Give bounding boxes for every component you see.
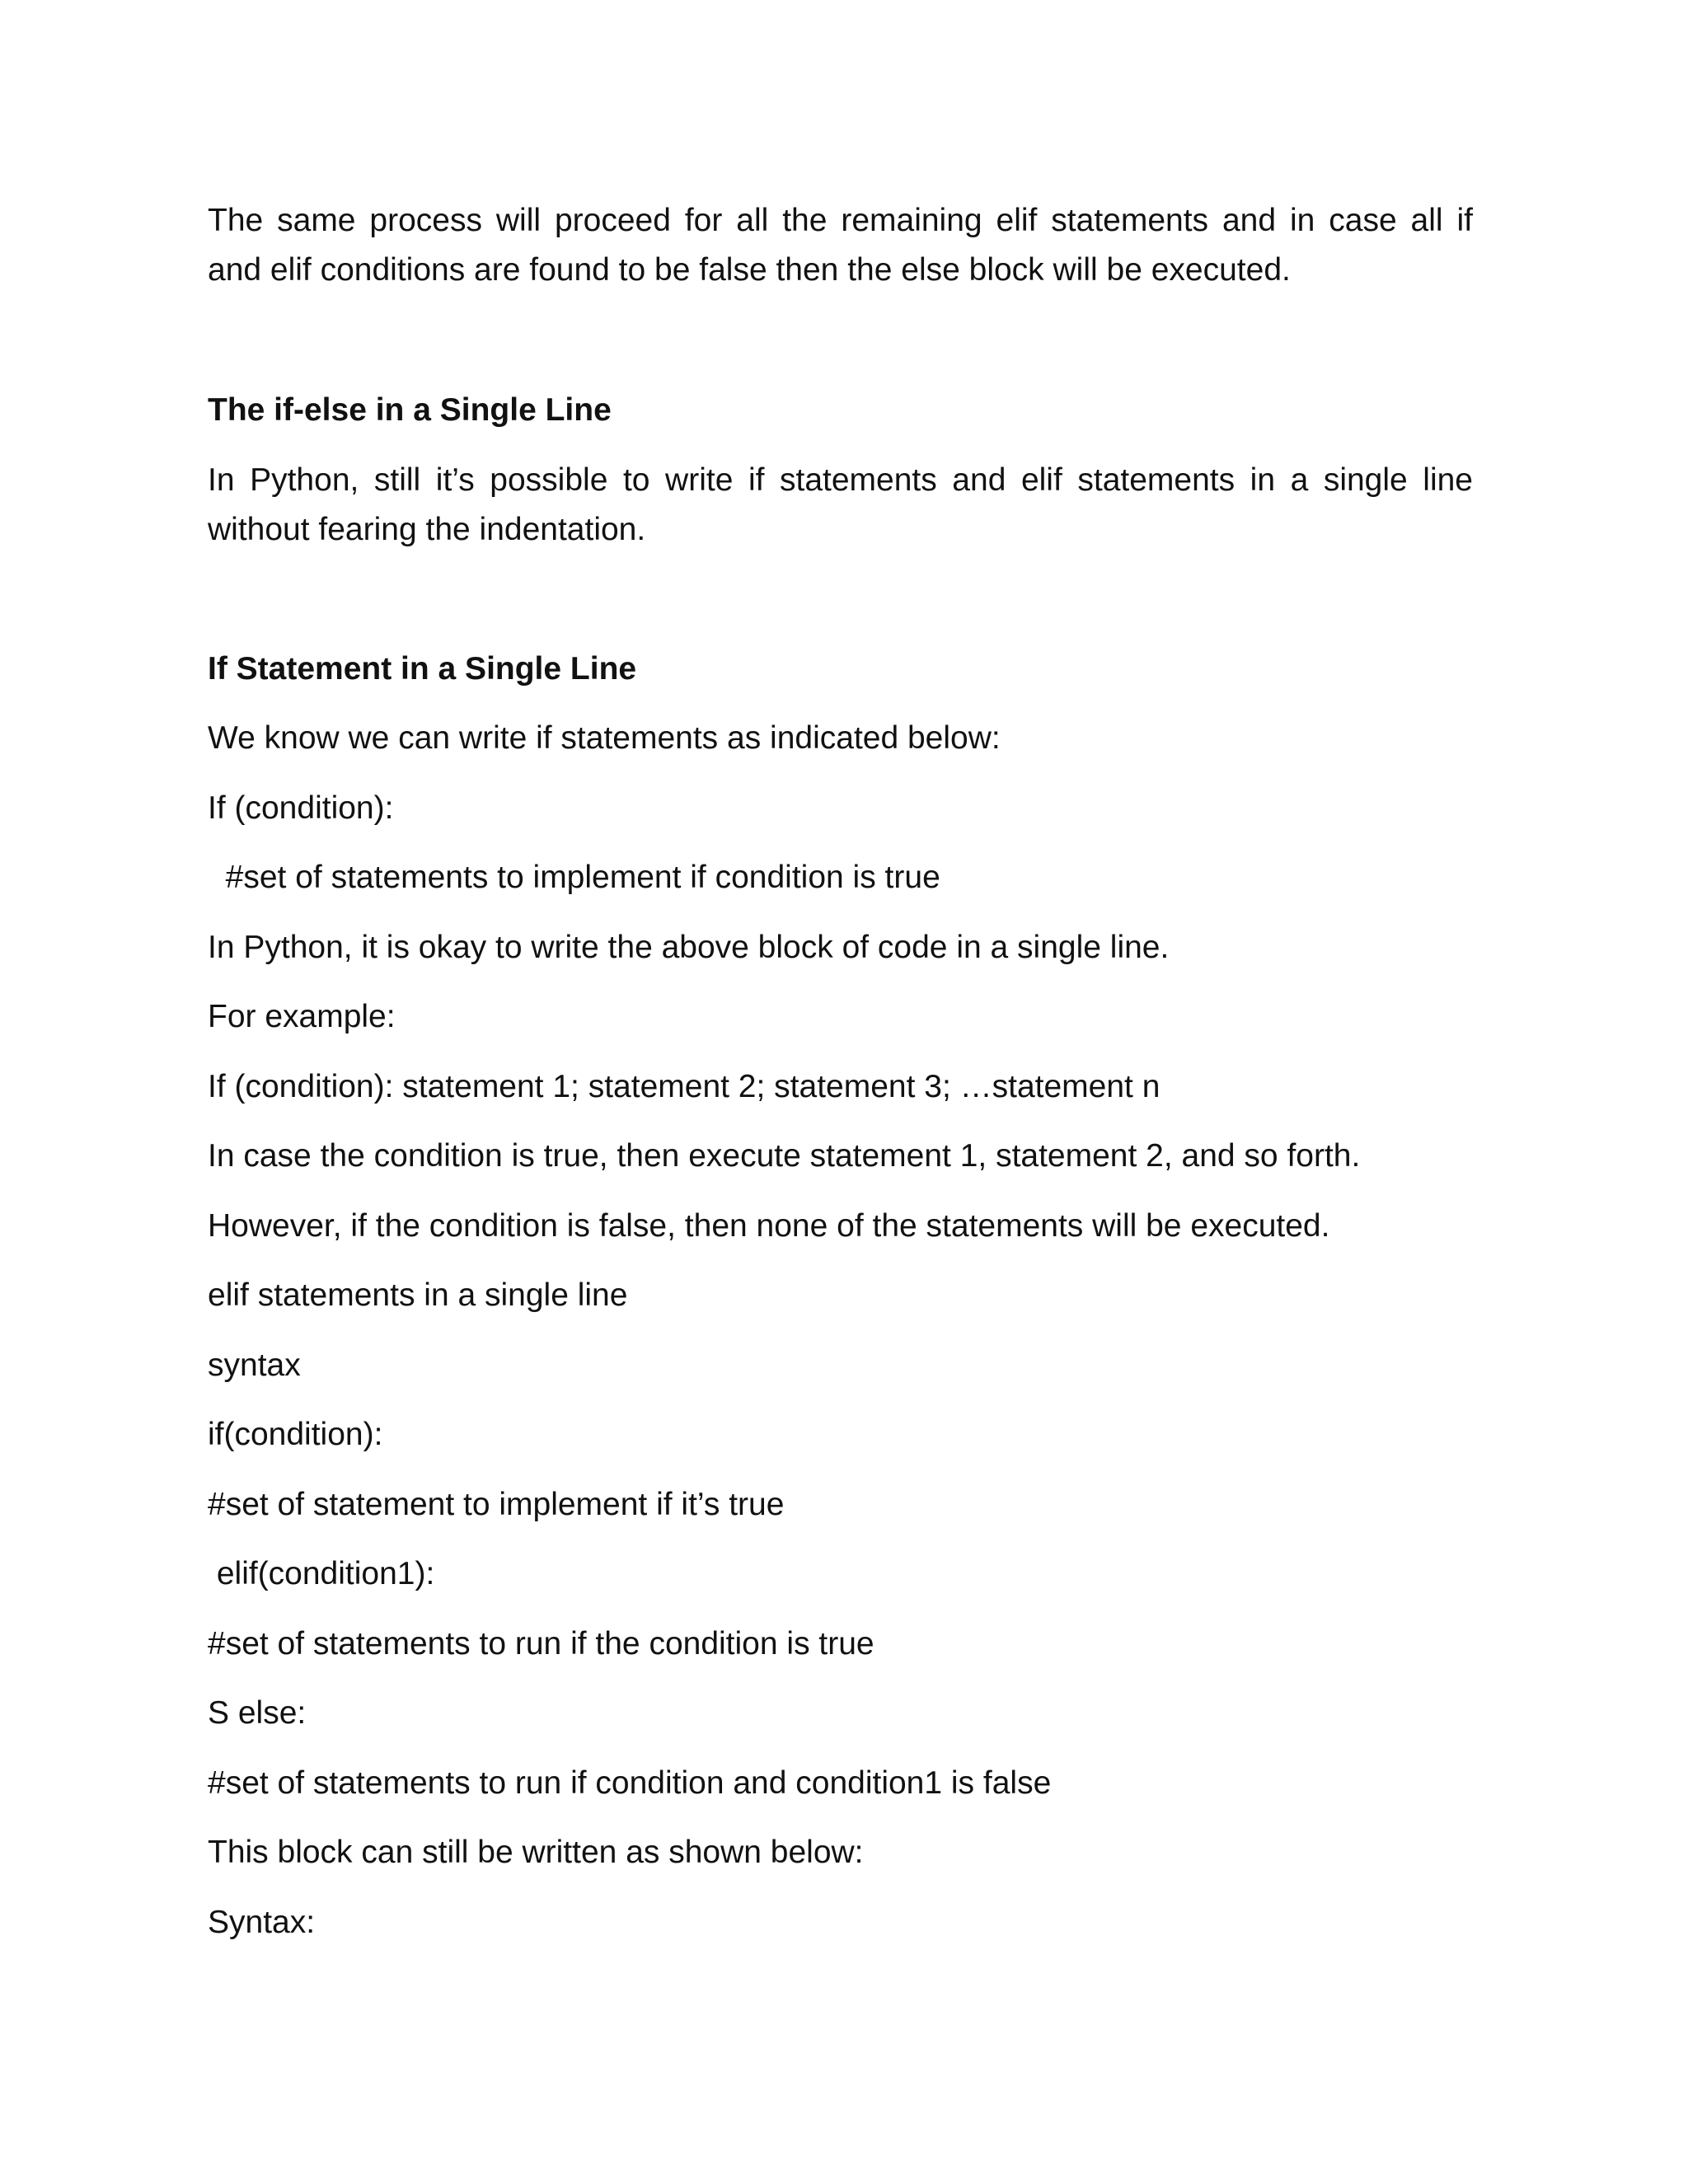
body-line: In Python, it is okay to write the above block of code in a single line.: [208, 930, 1170, 965]
body-line: This block can still be written as shown below:: [208, 1835, 864, 1870]
body-line: syntax: [208, 1347, 301, 1383]
body-line: elif(condition1):: [208, 1556, 435, 1591]
paragraph-2-line-2: without fearing the indentation.: [208, 512, 646, 547]
body-line: #set of statements to implement if condition is true: [208, 860, 940, 895]
heading-if-statement-single-line: If Statement in a Single Line: [208, 651, 637, 687]
paragraph-1-line-2: and elif conditions are found to be false then the else block will be executed.: [208, 252, 1291, 288]
body-line: We know we can write if statements as indicated below:: [208, 720, 1001, 756]
body-line: if(condition):: [208, 1417, 383, 1452]
body-line: If (condition): statement 1; statement 2; statement 3; …statement n: [208, 1069, 1160, 1104]
body-line: Syntax:: [208, 1905, 316, 1940]
body-line: However, if the condition is false, then none of the statements will be executed.: [208, 1208, 1330, 1244]
body-line: #set of statement to implement if it’s true: [208, 1487, 785, 1522]
paragraph-1-line-1: The same process will proceed for all the remaining elif statements and in case all if: [208, 203, 1473, 238]
body-line: elif statements in a single line: [208, 1277, 628, 1313]
paragraph-2-line-1: In Python, still it’s possible to write if statements and elif statements in a single line: [208, 462, 1473, 498]
body-line: #set of statements to run if condition and condition1 is false: [208, 1765, 1052, 1801]
body-line: S else:: [208, 1695, 307, 1731]
body-line: #set of statements to run if the condition is true: [208, 1626, 874, 1661]
body-line: If (condition):: [208, 790, 394, 826]
body-line: For example:: [208, 999, 396, 1034]
heading-if-else-single-line: The if-else in a Single Line: [208, 392, 612, 428]
body-line: In case the condition is true, then execute statement 1, statement 2, and so forth.: [208, 1138, 1361, 1174]
